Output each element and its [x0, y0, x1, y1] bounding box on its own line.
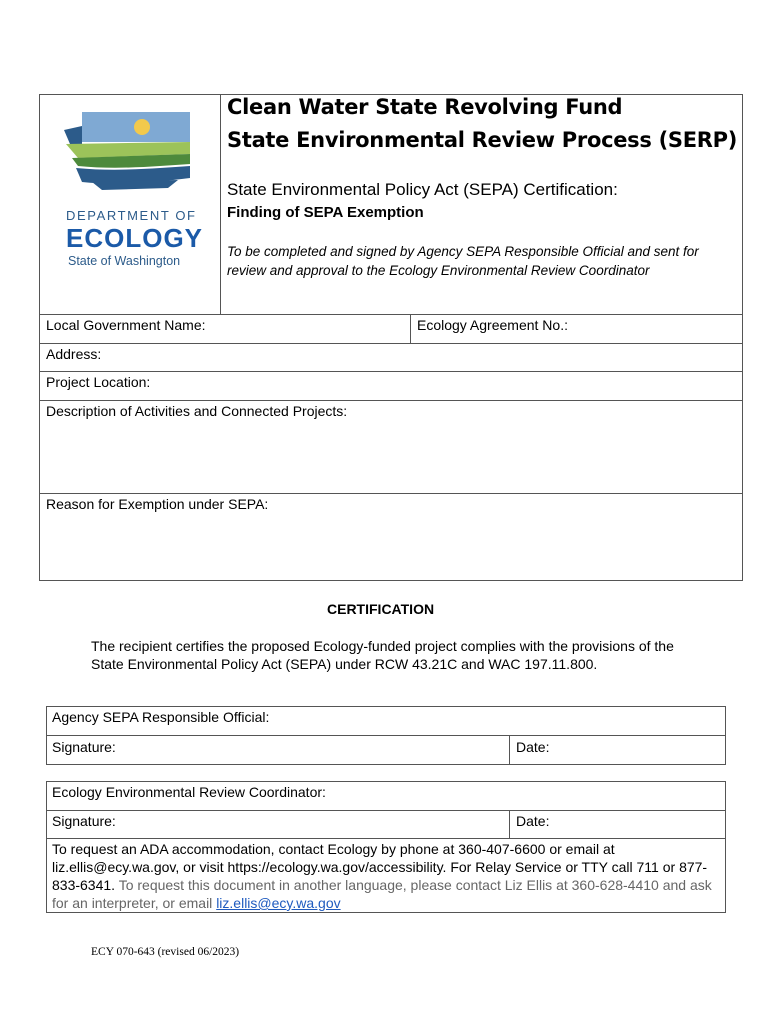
certification-heading: CERTIFICATION: [327, 601, 435, 617]
ecology-date-label: Date:: [516, 813, 550, 829]
project-location-label: Project Location:: [46, 374, 151, 390]
title-line2: State Environmental Review Process (SERP): [227, 128, 737, 152]
form-number: ECY 070-643 (revised 06/2023): [91, 946, 240, 958]
row-divider-1: [39, 314, 743, 315]
logo-line3: State of Washington: [68, 254, 181, 268]
ada-notice: [52, 840, 724, 912]
header-divider: [220, 94, 221, 315]
ecology-logo-icon: [58, 108, 208, 198]
instructions: To be completed and signed by Agency SEPA Responsible Official and sent for review and approval to the Ecology Environmental Review Coordinator: [227, 244, 699, 278]
ecology-signature-label: Signature:: [52, 813, 116, 829]
ada-language-text: To request this document in another language, please contact Liz Ellis at 360-628-4410 and ask for an interpreter, or email: [52, 877, 712, 911]
description-label: Description of Activities and Connected Projects:: [46, 403, 348, 419]
ada-email-link[interactable]: liz.ellis@ecy.wa.gov: [216, 895, 341, 911]
row-divider-4: [39, 400, 743, 401]
logo-line2: ECOLOGY: [66, 223, 204, 253]
agency-block-divider: [46, 735, 726, 736]
ecology-coordinator-label: Ecology Environmental Review Coordinator:: [52, 784, 326, 800]
local-government-name-label: Local Government Name:: [46, 317, 206, 333]
ecology-date-divider: [509, 810, 510, 839]
row-divider-2: [39, 343, 743, 344]
row-divider-5: [39, 493, 743, 494]
row-divider-3: [39, 371, 743, 372]
certification-text: The recipient certifies the proposed Ecology-funded project complies with the provisions of the State Environmental Policy Act (SEPA) under RCW 43.21C and WAC 197.11.800.: [91, 638, 674, 672]
agency-official-label: Agency SEPA Responsible Official:: [52, 709, 270, 725]
subtitle: State Environmental Policy Act (SEPA) Certification:: [227, 180, 618, 199]
ecology-block-divider-2: [46, 838, 726, 839]
reason-label: Reason for Exemption under SEPA:: [46, 496, 269, 512]
address-label: Address:: [46, 346, 102, 362]
title-line1: Clean Water State Revolving Fund: [227, 95, 623, 119]
ecology-block-divider-1: [46, 810, 726, 811]
agency-date-divider: [509, 735, 510, 765]
subtitle-bold: Finding of SEPA Exemption: [227, 204, 424, 221]
ecology-agreement-no-label: Ecology Agreement No.:: [417, 317, 568, 333]
logo-line1: DEPARTMENT OF: [66, 208, 197, 223]
agency-signature-label: Signature:: [52, 739, 116, 755]
agreement-divider: [410, 314, 411, 344]
ecology-logo: [58, 108, 208, 278]
agency-date-label: Date:: [516, 739, 550, 755]
ada-main-text: To request an ADA accommodation, contact Ecology by phone at 360-407-6600 or email at liz.ellis@ecy.wa.gov, or visit https://ecology.wa.gov/accessibility. For Relay Service or TTY call 711 or 877-833-6341.: [52, 841, 708, 893]
